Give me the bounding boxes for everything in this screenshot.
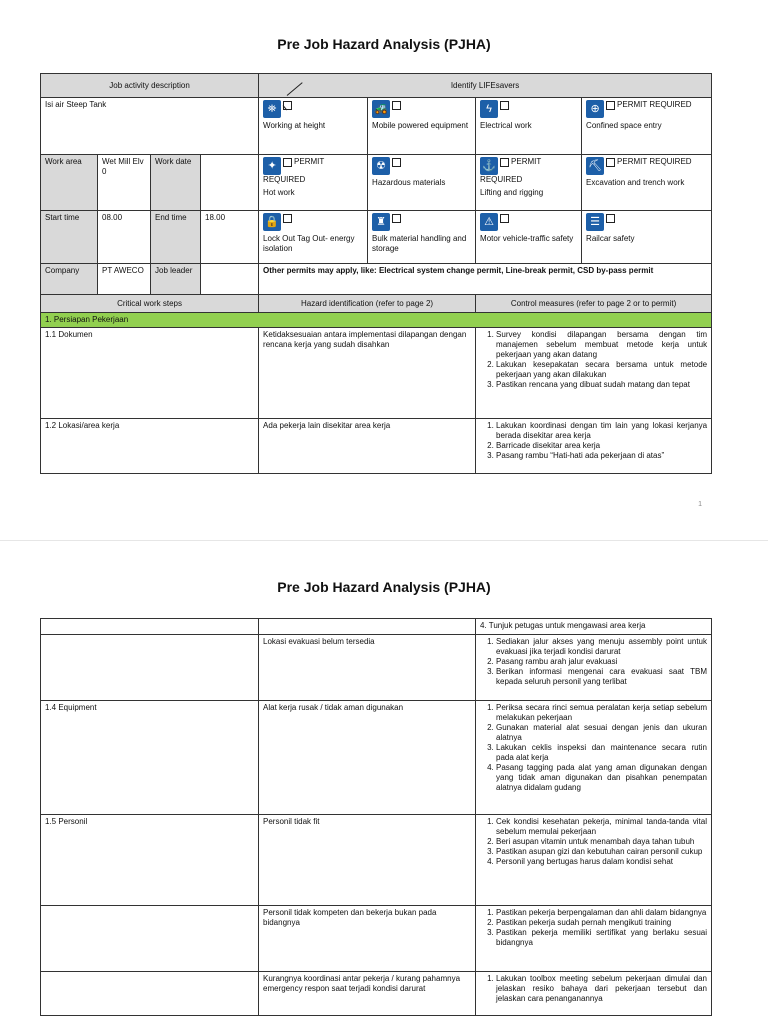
working-at-height-icon: ⛯ (263, 100, 281, 118)
controls-cell (476, 419, 712, 474)
page-2 (0, 540, 768, 1024)
traffic-icon: ⚠ (480, 213, 498, 231)
work-date-value (201, 155, 259, 211)
hazard-cell: Ada pekerja lain disekitar area kerja (259, 419, 476, 474)
lifesaver-label: Lifting and rigging (480, 188, 544, 197)
lifesaver-cell (476, 98, 582, 155)
control-item: 1. Lakukan koordinasi dengan tim lain yang lokasi kerjanya berada disekitar area kerja (496, 421, 707, 441)
excavation-icon: ⛏ (586, 157, 604, 175)
control-item: 1. Pastikan pekerja berpengalaman dan ahli dalam bidangnya (496, 908, 707, 918)
lifesaver-cell (476, 211, 582, 264)
control-list (480, 330, 707, 390)
job-description: Isi air Steep Tank (41, 98, 259, 155)
controls-cell (476, 619, 712, 635)
lifesaver-cell (259, 211, 368, 264)
controls-cell (476, 972, 712, 1016)
hot-work-icon: ✦ (263, 157, 281, 175)
step-cell: 1.5 Personil (41, 815, 259, 906)
step-cell: 1.1 Dokumen (41, 328, 259, 419)
step-cell (41, 635, 259, 701)
lifesaver-label: Lock Out Tag Out- energy isolation (263, 234, 355, 253)
lifesaver-cell (368, 155, 476, 211)
controls-cell (476, 906, 712, 972)
col-hazard-identification: Hazard identification (refer to page 2) (259, 295, 476, 313)
lifesaver-checkbox[interactable] (606, 101, 615, 110)
lifesaver-cell (582, 155, 712, 211)
permit-required-label: PERMIT REQUIRED (480, 157, 542, 184)
control-item: 1. Cek kondisi kesehatan pekerja, minimal tanda-tanda vital sebelum memulai pekerjaan (496, 817, 707, 837)
hazmat-icon: ☢ (372, 157, 390, 175)
job-leader-label: Job leader (151, 264, 201, 295)
step-cell (41, 619, 259, 635)
lifesaver-cell (476, 155, 582, 211)
lifesaver-checkbox[interactable] (283, 158, 292, 167)
control-list (480, 421, 707, 461)
step-cell (41, 972, 259, 1016)
control-item: 1. Periksa secara rinci semua peralatan kerja setiap sebelum melakukan pekerjaan (496, 703, 707, 723)
controls-cell (476, 328, 712, 419)
lifesaver-checkbox[interactable] (283, 101, 292, 110)
forklift-icon: 🚜 (372, 100, 390, 118)
control-list (480, 908, 707, 948)
control-item: 2. Gunakan material alat sesuai dengan jenis dan ukuran alatnya (496, 723, 707, 743)
lifesaver-checkbox[interactable] (392, 158, 401, 167)
lifesaver-cell (368, 211, 476, 264)
lifesaver-label: Motor vehicle-traffic safety (480, 234, 574, 243)
control-item: 3. Pastikan pekerja memiliki sertifikat yang berlaku sesuai bidangnya (496, 928, 707, 948)
lightning-icon: ϟ (480, 100, 498, 118)
lifesavers-header: Identify LIFEsavers (259, 74, 712, 98)
work-area-value: Wet Mill Elv 0 (98, 155, 151, 211)
confined-space-icon: ⊕ (586, 100, 604, 118)
step-cell (41, 906, 259, 972)
lifesaver-label: Confined space entry (586, 121, 662, 130)
control-item: 4. Tunjuk petugas untuk mengawasi area kerja (480, 621, 707, 631)
control-item: 2. Pasang rambu arah jalur evakuasi (496, 657, 707, 667)
controls-cell (476, 635, 712, 701)
lifesaver-label: Mobile powered equipment (372, 121, 469, 130)
lifesaver-label: Railcar safety (586, 234, 635, 243)
control-list (480, 621, 707, 631)
control-list (480, 974, 707, 1004)
control-item: 2. Beri asupan vitamin untuk menambah daya tahan tubuh (496, 837, 707, 847)
control-item: 3. Pastikan asupan gizi dan kebutuhan cairan personil cukup (496, 847, 707, 857)
control-list (480, 817, 707, 867)
control-list (480, 637, 707, 687)
permit-required-label: PERMIT REQUIRED (617, 100, 692, 109)
lifesaver-checkbox[interactable] (283, 214, 292, 223)
start-time-value: 08.00 (98, 211, 151, 264)
pjha-continuation-table (40, 618, 712, 1016)
col-control-measures: Control measures (refer to page 2 or to permit) (476, 295, 712, 313)
railcar-icon: ☰ (586, 213, 604, 231)
step-cell: 1.2 Lokasi/area kerja (41, 419, 259, 474)
job-leader-value (201, 264, 259, 295)
lifesaver-checkbox[interactable] (606, 214, 615, 223)
control-item: 1. Survey kondisi dilapangan bersama dengan tim manajemen sebelum membuat metode kerja untuk pekerjaan yang akan datang (496, 330, 707, 360)
hazard-cell: Lokasi evakuasi belum tersedia (259, 635, 476, 701)
col-critical-work-steps: Critical work steps (41, 295, 259, 313)
end-time-label: End time (151, 211, 201, 264)
control-item: 2. Lakukan kesepakatan secara bersama untuk metode pekerjaan yang akan dilakukan (496, 360, 707, 380)
hazard-cell: Alat kerja rusak / tidak aman digunakan (259, 701, 476, 815)
lifesaver-cell (368, 98, 476, 155)
control-item: 1. Sediakan jalur akses yang menuju assembly point untuk evakuasi jika terjadi kondisi darurat (496, 637, 707, 657)
lifesaver-label: Excavation and trench work (586, 178, 685, 187)
start-time-label: Start time (41, 211, 98, 264)
work-area-label: Work area (41, 155, 98, 211)
page-number: 1 (698, 501, 702, 508)
control-item: 3. Berikan informasi mengenai cara evakuasi saat TBM kepada seluruh personil yang terlibat (496, 667, 707, 687)
hazard-cell: Personil tidak kompeten dan bekerja bukan pada bidangnya (259, 906, 476, 972)
control-item: 3. Pastikan rencana yang dibuat sudah matang dan tepat (496, 380, 707, 390)
lifesaver-checkbox[interactable] (500, 101, 509, 110)
lifesaver-cell (582, 98, 712, 155)
job-activity-header: Job activity description (41, 74, 259, 98)
lifesaver-checkbox[interactable] (392, 101, 401, 110)
lifesaver-checkbox[interactable] (606, 158, 615, 167)
work-date-label: Work date (151, 155, 201, 211)
lifesaver-label: Working at height (263, 121, 326, 130)
lifesaver-label: Hot work (263, 188, 295, 197)
bulk-material-icon: ♜ (372, 213, 390, 231)
company-value: PT AWECO (98, 264, 151, 295)
lifesaver-checkbox[interactable] (500, 158, 509, 167)
hazard-cell: Personil tidak fit (259, 815, 476, 906)
control-list (480, 703, 707, 793)
control-item: 2. Barricade disekitar area kerja (496, 441, 707, 451)
end-time-value: 18.00 (201, 211, 259, 264)
permit-required-label: PERMIT REQUIRED (263, 157, 325, 184)
controls-cell (476, 701, 712, 815)
hazard-cell (259, 619, 476, 635)
page-title: Pre Job Hazard Analysis (PJHA) (277, 36, 491, 52)
control-item: 4. Pasang tagging pada alat yang aman digunakan dengan yang tidak aman digunakan dan pisahkan penempatan alatnya didalam gudang (496, 763, 707, 793)
controls-cell (476, 815, 712, 906)
step-cell: 1.4 Equipment (41, 701, 259, 815)
lifesaver-checkbox[interactable] (500, 214, 509, 223)
control-item: 4. Personil yang bertugas harus dalam kondisi sehat (496, 857, 707, 867)
lifesaver-label: Bulk material handling and storage (372, 234, 467, 253)
lock-icon: 🔒 (263, 213, 281, 231)
control-item: 1. Lakukan toolbox meeting sebelum pekerjaan dimulai dan jelaskan resiko bahaya dari pekerjaan tersebut dan jelaskan cara penanganannya (496, 974, 707, 1004)
permit-required-label: PERMIT REQUIRED (617, 157, 692, 166)
company-label: Company (41, 264, 98, 295)
other-permits-note: Other permits may apply, like: Electrical system change permit, Line-break permit, CSD by-pass permit (259, 264, 712, 295)
section-heading: 1. Persiapan Pekerjaan (41, 313, 712, 328)
hazard-cell: Ketidaksesuaian antara implementasi dilapangan dengan rencana kerja yang sudah disahkan (259, 328, 476, 419)
lifesaver-cell (259, 155, 368, 211)
control-item: 3. Lakukan ceklis inspeksi dan maintenance secara rutin pada alat kerja (496, 743, 707, 763)
control-item: 2. Pastikan pekerja sudah pernah mengikuti training (496, 918, 707, 928)
pjha-form-table (40, 73, 712, 474)
lifesaver-label: Hazardous materials (372, 178, 446, 187)
page-title: Pre Job Hazard Analysis (PJHA) (277, 579, 491, 595)
control-item: 3. Pasang rambu “Hati-hati ada pekerjaan di atas” (496, 451, 707, 461)
crane-icon: ⚓ (480, 157, 498, 175)
hazard-cell: Kurangnya koordinasi antar pekerja / kurang pahamnya emergency respon saat terjadi kondisi darurat (259, 972, 476, 1016)
lifesaver-checkbox[interactable] (392, 214, 401, 223)
lifesaver-label: Electrical work (480, 121, 532, 130)
lifesaver-cell (582, 211, 712, 264)
lifesaver-cell (259, 98, 368, 155)
